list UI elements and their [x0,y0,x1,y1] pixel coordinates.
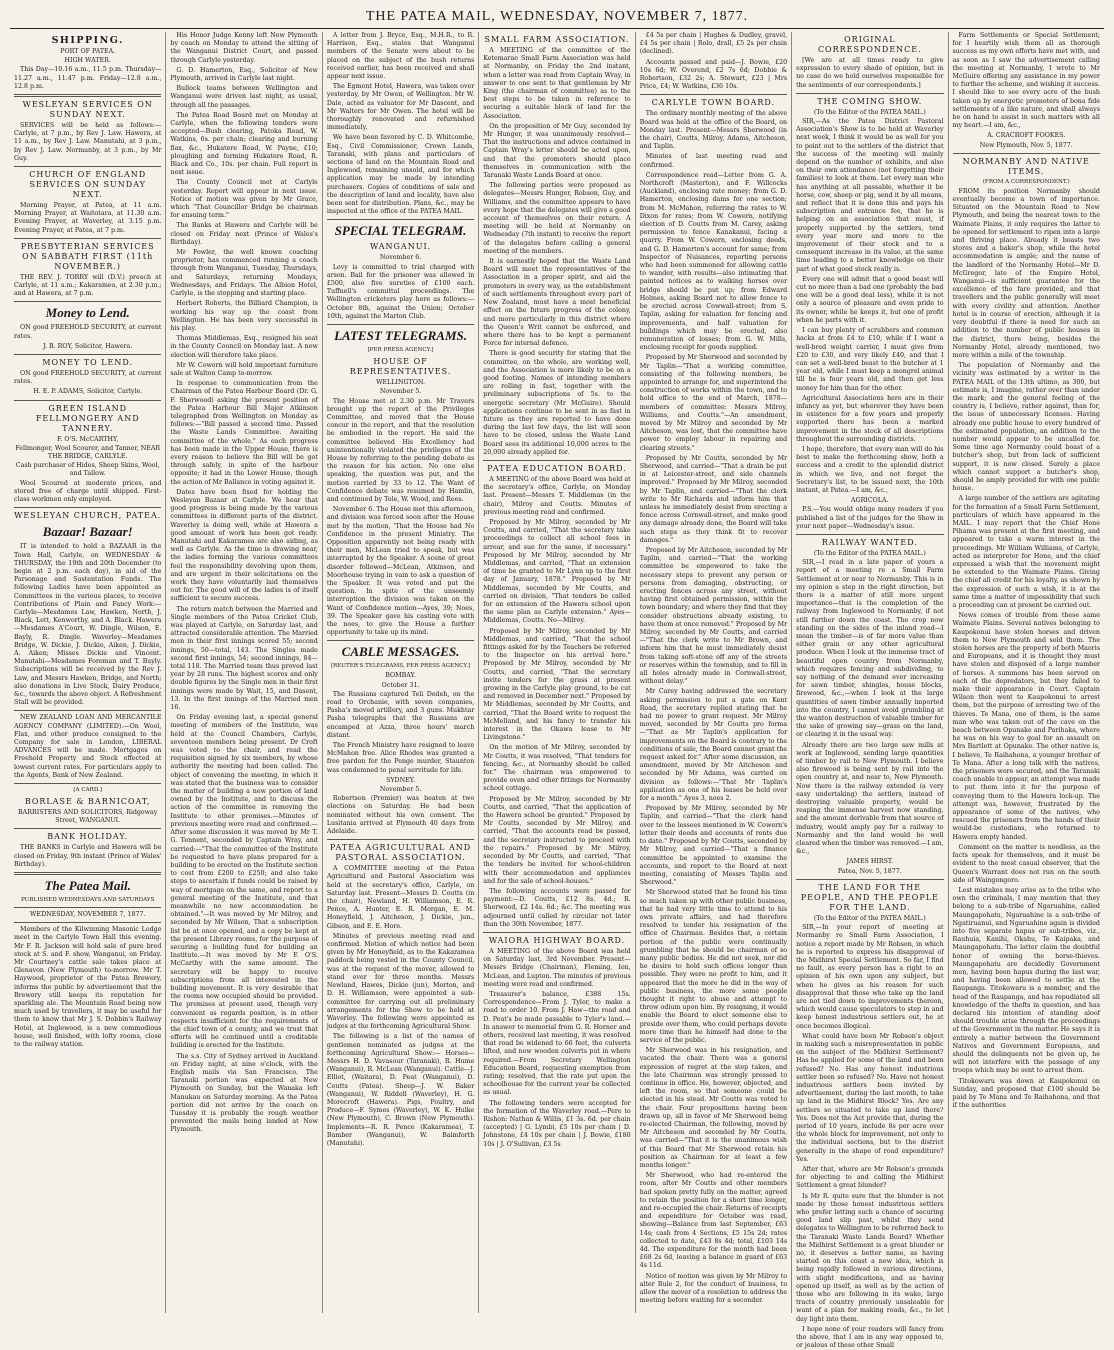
high-water-heading: HIGH WATER. [64,57,111,65]
paragraph: Mr Sherwood, who had re-entered the room, after Mr Coutts and other members had spoken pretty fully on the matter, agreed to retain the position for a short time longer, and re-occupied the chair. Returns of receipts and expenditure for October was read, showing—Balance from last September, £63 14s; cash from 4 Sections, £5 15s 2d; rates collected to date, £43 8s 4d; total, £103 14s 4d. The expenditure for the month had been £68 2s 6d, leaving a balance in guard of £63 4s 11d. [639,1172,788,1270]
divider [14,238,161,239]
railway-heading: RAILWAY WANTED. [821,537,918,547]
divider [327,640,474,641]
barristers-text: BARRISTERS AND SOLICITORS, Ridgeway Street, WANGANUI. [18,808,158,825]
paragraph: Herbert Roberts, the Billiard Champion, is working his way up the coast from Wellington. He has been very successful in his play. [170,300,318,332]
paragraph: Proposed by Mr Milroy, seconded by Mr Middlemas, and carried, "That the school fittings asked for by the Teachers be referred to the Inspector on his arrival here." Proposed by Mr Milroy, seconded by Mr Coutts, and carried, "That the secretary invite tenders for the grass at present growing in the Carlyle play ground, to be cut and removed in December next." Proposed by Mr Middlemas, seconded by Mr Coutts, and carried, "That the Board write to request the McMelland, and his fancy to transfer his interest in the Okawa lease to Mr Livingstone." [483,627,631,742]
paragraph: The ordinary monthly meeting of the above Board was held at the office of the Board, on Monday last. Present—Messrs Sherwood (in the chair), Coutts, Milroy, Adams, Aitcheson, and Taplin. [639,110,788,151]
tides: This Day—10.16 a.m., 11.5 p.m. Thursday—11.27 a.m., 11.47 p.m. Friday—12.8 a.m., 12.8 p.m. [14,66,162,90]
paragraph: Accounts passed and paid—J. Bowie, £20 10s 6d; W. Overend, £2 7s 6d; Dobbie & Robertson, £32 2s; A. Stewart, £23 | Mrs Price, £4; W. Watkins, £36 10s. [639,58,788,91]
paragraph: A MEETING of the above Board was held on Saturday last, 3rd November. Present—Messrs Bridge (Chairman), Fleming, Ion, McLean, and Lupton. The minutes of previous meeting were read and confirmed. [483,947,631,988]
paper-title: The Patea Mail. [44,878,131,893]
paragraph: The Russians captured Teli Dedeh, on the road to Orchanie, with seven companies, Pasha's moved artillery, and 3 guns. Mukhtar Pasha telegraphs that the Russians are encamped at Azza, three hours' march distant. [326,690,475,739]
column-1 [10,32,166,1313]
paragraph: The Patea Road Board met on Monday at Carlyle, when the following tenders were accepted—Bush clearing, Patoka Road, W. Watkins, 6s. per chain; clearing and burning flax, &c., Hukatere Road, W. Payne, £10; ploughing and forming Hukatere Road, R. Black and Co., 10s. per chain. Full report in next issue. [170,111,318,177]
agri-heading: PATEA AGRICULTURAL AND PASTORAL ASSOCIATION. [329,843,472,863]
paragraph: SIR,—In your report of meeting at Normanby re Small Farm Association, I notice a report made by Mr Robson, in which he is reported to express his disapproval of the Midhirst Special Settlement. So far, I find no fault, as every person has a right to an opinion of his own upon any subject, but when he gives as his reason for such disapproval that those who take up the land are not tied down to improvements thereon, which would cause speculators to step in and keep honest industrious settlers out, he at once becomes illogical. [796,924,944,1030]
card-label: [A CARD.] [73,786,103,793]
port-heading: PORT OF PATEA. [60,48,116,55]
paragraph: A large number of the settlers are agitating for the formation of a Small Farm Settlement, particulars of which have appeared in the MAIL. I may report that the Chief Hone Pihama was present at the first meeting, and appeared to take a warm interest in the proceedings. Mr William Williams, of Carlyle, acted as interpreter for Hone, and the chief expressed a wish that the movement might be extended to the Waimate Plains. Giving the chief all credit for his loyalty, as shown by the expression of such a wish, it is at the same time a matter of impossibility that such a proceeding can at present be carried out. [952,495,1100,609]
divider [953,153,1100,154]
paragraph: Mr W. Cowern will hold important furniture sale at Walton Camp to-morrow. [170,361,318,377]
to-editor: (To the Editor of the PATEA MAIL.) [813,108,926,116]
divider [483,932,630,933]
column-3 [323,32,479,1313]
local-news: Members of the Kilwinning Masonic Lodge meet in the Carlyle Town Hall this evening. Mr F. R. Jackson will hold sale of pure bred stock at S. and F. show, Wanganui, on Friday. Mr Courtney's cattle sale takes place at Glenavon (New Plymouth) to-morrow. Mr T. Haywood, proprietor of the Patea Brewery, informs the public by advertisement that the Brewery still keeps its reputation for sparkling ale. The Mountain Road being now much used by travellers, it may be useful for them to know that Mr J. S. Dobbin's Railway Hotel, at Inglewood, is a new commodious house, well finished, with lofty rooms, close to the railway station. [14,926,162,1049]
wanganui-heading: WANGANUI. [369,242,432,252]
paragraph: Minutes of previous meeting read and confirmed. Motion of which notice had been given by Mr Honeyfield, as to the Kakaramea paddock being vested in the County Council, was at the request of the mover, allowed to stand over for three months. Messrs Newland, Hawes, Dickie (jun), Morton, and D. H. Williamson, were appointed a sub-committee for carrying out all preliminary arrangements for the Show to be held at Waverley. The following were appointed as judges at the forthcoming Agricultural Show. [326,932,475,1031]
paragraph: G. D. Hamerton, Esq., Solicitor of New Plymouth, arrived in Carlyle last night. [170,66,318,83]
bombay-date: October 31. [381,681,420,689]
fookes-date: New Plymouth, Nov. 5, 1877. [979,141,1073,149]
paragraph: Is Mr R. quite sure that the blunder is not made by those honest industrious settlers who prefer letting such a chance of securing good land slip past, whilst they send delegates to Wellington to be referred back to the Taranaki Waste Lands Board? Whether the Midhirst Settlement is a great blunder or no, it deserves a better name, as having started on this coast a new idea, which is being rapidly followed in various directions, with slight modifications, and as having opened up itself, as well as by the action of those who are following in its wake, large tracts of country previously unsaleable for want of a plan for making roads, &c., to let day light into them. [796,1192,944,1323]
divider [14,94,161,97]
columns [10,32,1104,1350]
presby-text: THE REV. J. TORRY will (D.V.) preach at Carlyle, at 11 a.m.; Kakaramea, at 2.30 p.m.; and at Hawera, at 7 p.m. [14,273,162,298]
paragraph: Every one will admit that a good beast will cut no more than a bad one (probably the bad one will be a good deal less), while it is not only a source of pleasure and even pride to its owner, while he keeps it, but one of profit when he parts with it. [796,275,944,324]
paragraph: Proposed by Mr Milroy, seconded by Mr Coutts, and carried, "That the application of the Hawera school be granted." Proposed by Mr Coutts, seconded by Mr Milroy, and carried, "That the accounts read be passed, and the secretary instructed to proceed with the repairs." Proposed by Mr Milroy, seconded by Mr Coutts, and carried, "That the tenders be invited for school-children with their accommodation and appliances and for the sale of school-houses." [483,795,631,885]
divider [14,710,161,711]
divider [640,94,787,95]
correspondent-line: (FROM A CORRESPONDENT.) [982,178,1070,185]
masthead: THE PATEA MAIL, WEDNESDAY, NOVEMBER 7, 1877. [10,6,1104,29]
paragraph: The French Ministry have resigned to leave McMahon free. Alice Rhodes was granted a free pardon for the Penge murder, Staunton was condemned to penal servitude for life. [326,742,475,774]
paragraph: SIR,—As the Patea District Pastoral Association's Show is to be held at Waverley next week, I think it would be as well for you to point out to the settlers of the district that the success of the meeting will mainly depend on the number of exhibits, and also on their own attendance (not forgetting their families) to look at them. Let every man who has anything at all passable, whether it be horse, cow, sheep or pig, send it by all means, and reflect that it is done this and pays his subscription and entrance fee, that he is helping on an association that must, if properly supported by the settlers, tend every year more and more to the improvement of their stock and to a consequent increase in its value, at the same time leading to a better knowledge on their part of what good stock really is. [796,118,944,273]
paragraph: Bullock teams between Wellington and Wanganui were driven last night, as usual, through all the passages. [170,85,318,109]
reuters-line: [REUTER'S TELEGRAMS, PER PRESS AGENCY.] [330,663,471,670]
paragraph: Titokowaru was down at Kaupokonui on Sunday, and proposed that £100 should be paid by Te Mana and Te Raihahona, and that if the authorities [952,1077,1100,1110]
divider [14,828,161,829]
normanby-heading: NORMANBY AND NATIVE ITEMS. [962,156,1090,176]
bazaar-text: IT is intended to hold a BAZAAR in the Town Hall, Carlyle, on WEDNESDAY & THURSDAY, the 19th and 20th December (to begin at 2 p.m. each day), in aid of the Parsonage and Sustentation Funds. The following Ladies have been appointed as Committees in the various places, to receive Contributions of Plain and Fancy Work:— Carlyle—Mesdames Law, Hawken, North, J. Black, Lett, Kenworthy, and A. Black. Hawera—Mesdames A'Court, W. Dingle, Wilson, E. Bayly, R. Dingle. Waverley—Mesdames Bridge, W. Dickie, J. Dickie, Aiken, J. Dickie, A. Aiken; Misses Dickie and Vincent. Manutahi—Mesdames Foreman and T. Bayly. Subscriptions will be received by the Rev J. Law, and Messrs Hawken, Bridge, and North; also donations in Live Stock, Dairy Produce, &c., towards the above object. A Refreshment Stall will be provided. [14,543,162,707]
paragraph: On the proposition of Mr Guy, seconded by Mr Hunger, it was unanimously resolved—That the instructions and advice contained in Captain Wray's letter should be acted upon, and that the promoters should place themselves in communication with the Taranaki Waste Lands Board at once. [483,122,631,180]
paragraph: Correspondence read—Letter from G. A. Northcroft (Masterton), and F. Willcocks (Auckland), enclosing rate money; from G. D. Hamerton, enclosing dams for one section; from M. McMahon, referring the rates to W. Dixon for rates; from W. Cowern, notifying election of D. Coutts from M. Carey, asking permission to fence Kanakanui, facing a quarry. From W. Cowern, enclosing deeds, and G. D. Hamerton's account for same; from Inspector of Nuisances, reporting persons who had been summoned for allowing cattle to wander, with results—also intimating that painted notices as to walking horses over bridge should be put up; from Edward Holmes, asking Board not to allow fence to be erected across Cowwall-street; from S. Taplin, asking for valuation for fencing and improvements, and half valuation for buildings which may be erected, also remuneration of losses; from G. W. Mills, enclosing receipt for goods supplied. [639,171,788,352]
divider [796,879,943,880]
paragraph: Thomas Middlemas, Esq., resigned his seat in the County Council on Monday last. A new election will therefore take place. [170,335,318,359]
divider [327,324,474,325]
nz-loan-text: NEW ZEALAND LOAN AND MERCANTILE AGENCY COMPANY (LIMITED).—On Wool, Flax, and other produce consigned to the Company for sale in London, LIBERAL ADVANCES will be made. Mortgages on Freehold Property and Stock effected at lowest current rates. For particulars apply to the Agents, Bank of New Zealand. [14,714,162,779]
to-editor: (To the Editor of the PATEA MAIL.) [813,914,926,922]
sydney-heading: SYDNEY. [386,776,416,784]
divider [483,460,630,461]
divider [14,507,161,508]
divider [327,219,474,220]
paragraph: A MEETING of the above Board was held at the secretary's office, Carlyle, on Monday last. Present—Messrs T. Middlemas (in the chair), Milroy and Coutts. Minutes of previous meeting read and confirmed. [483,475,631,516]
paragraph: We have been favored by C. D. Whitcombe, Esq., Civil Commissioner, Crown Lands, Taranaki, with plans and particulars of sections of land on the Mountain Road and Inglewood, remaining unsold, and for which application may be made by intending purchasers. Copies of conditions of sale and the description of land and locality, have also been sent for distribution. Plans, &c., may be inspected at the office of the PATEA MAIL. [326,134,475,216]
paragraph: The following tenders were accepted for the formation of the Waverley road.—Pere to Rishon: Nathan & Willis, £1 3s. 6d. per chain (accepted) | G. Lymbi, £5 10s per chain | D. Johnstone, £4 10s per chain | J. Bowie, £180 10s | J. O'Sullivan, £3 5s [483,1099,631,1148]
paragraph: Dates have been fixed for holding the Wesleyan Bazaar at Carlyle. We hear that good progress is being made by the various committees in different parts of the district. Waverley is doing well, while at Hawera a good amount of work has been got ready. Manutahi and Kakaramea are also aiding, as well as Carlyle. As the time is drawing near, the ladies forming the various committees feel the responsibility devolving upon them, and are urgent in their solicitations on the work they have voluntarily laid themselves out for. The good will of the ladies is of itself sufficient to secure success. [170,488,318,603]
paragraph: Mr Fowler, the well known coaching proprietor, has commenced running a coach through from Wanganui, Tuesday, Thursdays, and Saturdays, returning Mondays, Wednesdays, and Fridays. The Albion Hotel, Carlyle, is the stopping and starting place. [170,249,318,298]
to-editor: (To the Editor of the PATEA MAIL.) [813,549,926,557]
divider [14,301,161,302]
paragraph: SIR,—I read in a late paper of yours a report of a meeting re a Small Farm Settlement at or near to Normanby. This is in my opinion a step in the right direction, but there is a matter of still more urgent importance—that is the completion of the railway from Inglewood to Normanby, if not still further down the coast. The crop now standing on the sides of the inland road—I mean the timber—is of far more value than either grain or any other agricultural produce. When I look at the immense tract of beautiful open country from Normanby, which requires fencing and subdividing, to say nothing of the demand ever increasing for sawn timber, shingles, house blocks, firewood, &c.,—when I look at the large quantities of sawn timber annually imported into the country, I cannot avoid grumbling at the wanton destruction of valuable timber for the sake of growing say—grass on the land, or clearing it in the usual way. [796,559,944,739]
paragraph: On the motion of Mr Milroy, seconded by Mr Coutts, it was resolved, "That tenders for fencing, &c., at Normanby should be called for." The chairman was empowered to provide oven and other fittings for Normanby school cottage. [483,744,631,793]
paragraph: Comment on the matter is needless, as the facts speak for themselves, and it must be evident to the most casual observer, that the Queen's Warrant does not run on the south side of Waingongoro. [952,843,1100,884]
column-4 [479,32,635,1313]
divider [327,839,474,840]
paragraph: The following is a list of the names of gentlemen nominated as judges at the forthcoming Agricultural Show:— Horses—Messrs H. D. Vavasour (Taranaki), R. Hume (Wanganui), R. McLean (Wanganui). Cattle—J. Elliot, (Waitara), D. Peat (Wanganui), D. Coutts (Patea). Sheep—J. W. Baker (Wanganui), W. Riddell (Waverley), H. G. Morecroft (Hawera). Pigs, Poultry, and Produce—F. Symes (Waverley), W. K. Hulke (New Plymouth), C. Brown (New Plymouth). Implements—R. R. Pence (Kakaramea), T. Bamber (Wanganui), W. Balmforth (Manutahi). [326,1033,475,1147]
divider [14,354,161,355]
green-island-heading: GREEN ISLAND FELLMONGERY AND TANNERY. [35,403,140,433]
paragraph: There is good security for stating that the committee, on the whole, are working well, and the Association is more likely to be on a good footing. Names of intending members are rolling in fast, together with the preliminary subscriptions of 5s. to the energetic secretary (Mr McGuire). Should applications continue to be sent in as fast in future as they are reported to have done during the last few days, the list will soon have to be closed, unless the Waste Land Board sees its additional 10,000 acres to the 20,000 already applied for. [483,350,631,456]
paragraph: Levy is committed to trial charged with arson. Bail for the prisoner was allowed in £500, also five sureties of £100 each. Tuffnell's committal proceedings. The Wellington cricketers play here as follows:—October 8th, against the Union; October 10th, against the Marton Club. [326,263,475,320]
paragraph: The population of Normanby and the vicinity was estimated by a writer in the PATEA MAIL of the 13th ultimo, as 300, but estimate is, I imagine, rather over than under the mark; and the general feeling of the country is, I believe, rather against, than for, the issue of unnecessary licenses. Having already one public house to every hundred of the estimated population, an addition to the number would appear to be uncalled for. Some time ago Normanby could boast of a butcher's shop, but from lack of sufficient support, it is now closed. Surely a place which cannot support a butcher's shop, should be amply provided for with one public house. [952,362,1100,493]
money2-text: ON good FREEHOLD SECURITY, at current rates. [14,370,162,386]
sydney-date: November 5. [379,786,422,794]
services: SERVICES will be held as follows:— Carlyle, at 7 p.m., by Rev J. Law. Hawera, at 11 a.m., by Rev J. Law. Manutahi, at 3 p.m., by Rev J. Law. Normanby, at 3 p.m., by Mr Guy. [14,122,162,162]
wellington-heading: WELLINGTON. [376,379,426,387]
carlyle-heading: CARLYLE TOWN BOARD. [651,98,776,108]
paragraph: The County Council met at Carlyle yesterday. Report will appear in next issue. Notice of motion was given by Mr Grace, which "That Councillor Bridge be chairman for ensuing term." [170,179,318,220]
money-text: ON good FREEHOLD SECURITY, at current rates. [14,324,162,340]
church-heading: CHURCH OF ENGLAND SERVICES ON SUNDAY NEXT. [29,170,147,200]
paragraph: November 6. The House met this afternoon, and division was forced soon after the House met by the motion, 'That the House had No Confidence in the present Ministry. The Opposition apparently not being ready with their men, McLean tried to speak, but was interrupted by the Speaker. A scene of great disorder followed—McLean, Atkinson, and Moorhouse trying in vain to ask a question of the Speaker. It was voted and put the question. In spite of the unseemly interruption the division was taken on the Want of Confidence motion—Ayes, 39; Noes, 39. The Speaker gave his casting vote with the noes, to give the House a further opportunity to take up its mind. [326,506,475,637]
paragraph: The Egmont Hotel, Hawera, was taken over yesterday, by Mr Owen, of Wellington. Mr W. Dale, acted as valuator for Mr Dascent, and Mr Walters for Mr Owen. The hotel will be thoroughly renovated and refurnished immediately. [326,83,475,132]
paragraph: Proposed by Mr Aitcheson, seconded by Mr Taplin, and carried—"That the working committee be empowered to take the necessary steps to prevent any person or persons from damaging, obstructing, or erecting fences across any street, without having first obtained permission, within the town boundary; and where they find that they consider obstructions already existing, to have them at once removed." Proposed by Mr Milroy, seconded by Mr Coutts, and carried—"That the clerk write to Mr Brown, and inform him that he must immediately desist from taking soft-stone off any of the streets or reserves within the township, and to fill in all holes already made in Cornwall-street, without delay." [639,546,788,686]
paragraph: Lest mistakes may arise as to the tribe who own the criminals, I may mention that they belong to a sub-tribe of Ngaruahine, called Maungapohatu, Ngaruahine is a sub-tribe of Ngatiruanui, and Ngaruahine again is divided into five separate hapus or sub-tribes, viz., Rauhuia, Kanihi, Okahu, Te Kaipaka, and Maungapohatu. The latter claim the doubtful honor of owning the horse-thieves. Maungapohatu are decidedly Government men, having been hapus during the last war, and having been allowed to settle at the Raupanga. Titokowaru is a member, and the head of the Raupanga, and has repudiated all knowledge of the thefts in question, and has declared his intention of standing aloof should trouble arise through the proceedings of the Government in the matter. He says it is entirely a matter between the Government Natives and Government Europeans, and should the delinquents not be given up, he will not interfere with the passage of any troops which may be sent to arrest them. [952,886,1100,1075]
divider [14,166,161,167]
paragraph: News comes of trouble from these same Waimate Plains. Several natives belonging to Kaupokonui have stolen horses and driven them to New Plymouth and sold them. The stolen horses are the property of both Maoris and Europeans, and it is thought they must have stolen and disposed of a large number of horses. A summons has been served on each of the depredators, but they failed to make their appearance in Court. Captain Wilson then went to Kaupokonui to arrest them, but the purpose of arresting two of the thieves. Te Mana, one of them, is the same man who was taken out of the cave on the beach between Opunake and Parihaka, where he was on his way to goal for an assault on Mrs Bartlett at Opunake. The other native is, I believe, Te Raihahona, a younger brother of Te Mana. After a long talk with the natives, the prisoners were secured, and the Taranaki coach unable to appear, an attempt was made to put them into it for the purpose of conveying them to the Hawera lock-up. The attempt was, however, frustrated by the appearance of some of the natives, who rescued the prisoners from the hands of their would-be custodians, who returned to Hawera empty handed. [952,612,1100,841]
paragraph: His Honor Judge Kenny left New Plymouth by coach on Monday to attend the sitting of the Wanganui District Court, and passed through Carlyle yesterday. [170,32,318,64]
coming-show-heading: THE COMING SHOW. [817,96,923,106]
divider [796,93,943,94]
money-heading: Money to Lend. [45,305,130,321]
paragraph: Mr Carey having addressed the secretary asking permission to put a gate on Kent Road, the secretary replied stating that he had no power to grant request. Mr Milroy moved, seconded by Mr Coutts pro forma—"That as Mr Taplin's application for improvements on the Board is contrary to the conditions of sale, the Board cannot grant the request asked for." After some discussion, an amendment, moved by Mr Aitcheson and seconded by Mr Adams, was carried on division as follows:—"That Mr Taplin's application as one of his leases be held over for a month." Ayes 3, noes 2. [639,688,788,803]
divider [14,907,161,908]
education-heading: PATEA EDUCATION BOARD. [487,463,627,473]
paragraph: After that, where are Mr Robson's grounds for objecting to and calling the Midhirst Settlement a great blunder? [796,1165,944,1190]
paragraph: Agricultural Associations here are in their infancy as yet, but wherever they have been in existence for a few years and properly supported there has been a marked improvement in the stock of all descriptions throughout the surrounding districts. [796,394,944,443]
orig-corr-heading: ORIGINAL CORRESPONDENCE. [817,35,922,54]
small-farm-heading: SMALL FARM ASSOCIATION. [484,35,630,44]
column-5 [636,32,792,1313]
latest-telegrams-heading: LATEST TELEGRAMS. [334,328,468,344]
bank-heading: BANK HOLIDAY. [47,832,129,842]
paragraph: The following accounts were passed for payment:—D. Coutts, £12 8s. 4d.; R. Sherwood, £2 14s. 6d.; &c. The meeting was adjourned until called by circular not later than the 30th November, 1877. [483,887,631,928]
signature-fookes: A. CRACROFT FOOKES. [987,132,1066,140]
paragraph: I can buy plenty of scrubbers and common hacks at from £4 to £10, while if I want a well-bred weight carrier, I must give from £20 to £30, and very likely £40, and that I can set a well-bred beast to the butcher at 1 year old, while I must keep a mongrel animal till he is four years old, and then get less money for him than for the other. [796,327,944,392]
signature-hirst: JAMES HIRST. [846,858,894,866]
paragraph: P.S.—You would oblige many readers if you published a list of the judges for the Show in your next paper—Wednesday's issue. [796,506,944,530]
press-agency: [PER PRESS AGENCY.] [367,347,434,354]
mccarthy-text: Fellmonger, Wool Scourer, and Tanner, NEAR THE BRIDGE, CARLYLE. [15,444,161,461]
church-text: Morning Prayer, at Patea, at 11 a.m. Morning Prayer, at Waitotara, at 11.30 a.m. Evening Prayer, at Waverley, at 3.15 p.m. Evening Prayer, at Patea, at 7 p.m. [14,202,162,234]
cash-text: Cash purchaser of Hides, Sheep Skins, Wool, and Tallow. [15,462,160,478]
paragraph: Already there are two large saw mills at work at Inglewood, sending large quantities of timber by rail to New Plymouth. I believe also firewood is being sent by rail into the open country at, and near to, New Plymouth. Now there is the railway extended (a very easy undertaking) the settlers, instead of destroying valuable property, would be reaping the immense harvest now standing, and the amount derivable from that source of industry, would amply pay for a railway to Normanby and the land would be well cleared when the timber was removed.—I am, &c., [796,741,944,856]
wesleyan-heading: WESLEYAN SERVICES ON SUNDAY NEXT. [22,100,153,120]
adams-signature: H. E. P. ADAMS, Solicitor, Carlyle. [33,388,143,396]
divider [14,872,161,875]
column-7 [949,32,1104,1313]
special-telegram-heading: SPECIAL TELEGRAM. [334,223,467,239]
divider [14,400,161,401]
issue-date: WEDNESDAY, NOVEMBER 7, 1877. [30,911,146,918]
divider [796,534,943,535]
paragraph: Proposed by Mr Sherwood and seconded by Mr Taplin—"That a working committee, consisting of the following members, be appointed to arrange for, and superintend the construction of works within the town, and to hold office to the end of March, 1878—members of committee: Messrs Milroy, Williams, and Coutts."—An amendment, moved by Mr Milroy and seconded by Mr Aitcheson, was lost, that the committee have power to employ labour in repairing and clearing streets." [639,354,788,452]
hirst-date: Patea, Nov. 5, 1877. [837,867,902,875]
paragraph: Notice of motion was given by Mr Milroy to alter Rule 2, for the conduct of business, to allow the mover of a resolution to address the meeting before waiting for a seconder. [639,1272,788,1305]
paragraph: A MEETING of the committee of the Ketemarae Small Farm Association was held at Normanby, on Friday the 2nd instant, when a letter was read from Captain Wray, in answer to one sent to that gentleman by Mr King (the chairman of committee) as to the best steps to be taken in reference to securing a suitable block of land for the Association. [483,47,631,120]
paragraph: Proposed by Mr Coutts, seconded by Mr Sherwood, and carried—"That a drain be put in at Leicester-street, and side channels improved." Proposed by Mr Milroy, seconded by Mr Taplin, and carried—"That the clerk write to Mr Richards and inform him that unless he immediately desist from erecting a fence across Cornwall-street, and make good any damage already done, the Board will take such steps as they think fit to recover damages." [639,454,788,544]
waiora-heading: WAIORA HIGHWAY BOARD. [488,935,626,945]
paragraph: Proposed by Mr Milroy, seconded by Mr Coutts, and carried, "That the secretary take proceedings to collect all school fees in arrear, and sue for the same, if necessary." Proposed by Mr Milroy, seconded by Mr Middlemas, and carried, "That an extension of time be granted to Mr Lynn up to the first day of January, 1878." Proposed by Mr Middlemas, seconded by Mr Coutts, and carried on division, "That tenders be called for an extension of the Hawera school upon the same plan as Carlyle extension." Ayes—Middlemas, Coutts. No—Milroy. [483,518,631,625]
paragraph: The s.s. City of Sydney arrived in Auckland on Friday night, at nine o'clock, with the English mails via San Francisco. The Taranaki portion was expected at New Plymouth on Sunday, but the Wanaka left Manukau on Saturday morning. As the Patea portion did not arrive by the coach on Tuesday it is probably the rough weather prevented the mails being landed at New Plymouth. [170,1052,318,1134]
published-line: PUBLISHED WEDNESDAYS AND SATURDAYS [20,897,155,903]
paragraph: A COMMITTEE meeting of the Patea Agricultural and Pastoral Association was held at the secretary's office, Carlyle, on Saturday last. Present—Messrs D. Coutts (in the chair), Newland, H. Williamson, E. R. Pence, A. Hunter, E. R. Morgan, E. M. Honeyfield, J. Aitcheson, J. Dickie, jun., Gibson, and E. E. Hore. [326,865,475,930]
paragraph: It is earnestly hoped that the Waste Land Board will meet the representatives of the Association in a proper spirit, and aid the promoters in every way, as the establishment of such settlements throughout every part of New Zealand, must have a most beneficial effect on the future progress of the colony, and more particularly in this district where the Queen's Writ cannot be enforced, and where there has to be kept a permanent Force for internal defence. [483,258,631,348]
paragraph: Treasurer's balance, £388 15s. Correspondence—From J. Tyler, to make a road to order 10. From J. Haw—the road and D. Peat's be made passable to Tyler's land.—In answer to memorial from G. R. Horner and others, received last meeting, it was resolved that road be widened to 66 feet, the culverts lifted, and new wooden culverts put in where required.—From Secretary Wellington Education Board, requesting exemption from rating; resolved, that the rate put upon the schoolhouse for the current year be collected as usual. [483,990,631,1097]
paragraph: I hope, therefore, that every man will do his best to make the forthcoming show, both a success and a credit to the splendid district in which we live, and not forget the Secretary's list, to be issued next, the 10th instant, at Patea.—I am, &c., [796,445,944,494]
paragraph: The Banks at Hawera and Carlyle will be closed on Friday next (Prince of Wales's Birthday). [170,222,318,246]
column-2 [166,32,322,1313]
divider [14,783,161,784]
house-heading: HOUSE OF REPRESENTATIVES. [349,357,452,377]
borlase-heading: BORLASE & BARNICOAT, [24,796,151,806]
wool-text: Wool Scoured at moderate prices, and stored free of charge until shipped. First-class workmen only employed. [14,479,162,504]
paragraph: Proposed by Mr Milroy, seconded by Mr Taplin, and carried—"That the clerk hand over to the lessees mentioned in W. Cowern's letter their deeds and accounts of rents due to date." Proposed by Mr Coutts, seconded by Mr Milroy, and carried—"That a finance committee be appointed to examine the accounts, and report to the Board at next meeting, consisting of Messrs Taplin and Sherwood." [639,805,788,887]
paragraph: Minutes of last meeting read and confirmed. [639,153,788,169]
divider [14,922,161,923]
wes-church-heading: WESLEYAN CHURCH, PATEA. [14,511,162,521]
paragraph: The following parties were proposed as delegates—Messrs Hunger, Robson, Guy, and Williams, and the committee appears to have every hope that the delegates will give a good account of themselves on their return. A meeting will be held at Normanby on Wednesday (7th instant) to receive the report of the delegates before calling a general meeting of the members. [483,182,631,255]
paragraph: Robertson (Premier) was beaten at two elections on Saturday. He had been nominated without his own consent. The Lusitania arrived at Plymouth 40 days from Adelaide. [326,795,475,836]
land-heading: THE LAND FOR THE PEOPLE, AND THE PEOPLE FOR THE LAND. [800,882,939,912]
paragraph: A letter from J. Bryce, Esq., M.H.R., to R. Harrison, Esq., states that Wanganui members of the Senate were about to be placed on the subject of the bush returns received earlier, has been received and shall appear next issue. [326,32,475,81]
paragraph: FROM its position Normanby should eventually become a town of importance. Situated on the Mountain Road to New Plymouth, and being the nearest town to the Waimate Plains, it only requires the latter to be opened for settlement to ripen into a large and thriving place. Already it boasts two stores and a baker's shop, while the hotel accommodation is ample; and the name of the landlord of the Normanby Hotel—Mr D. McGregor, late of the Empire Hotel, Wanganui—is sufficient guarantee for the excellence of the fare provided, and that travellers and the public generally will meet with every civility and attention. Another hotel is in course of erection, although it is very doubtful if there is need for such an addition to the number of public houses in the district, there being, besides the Normanby Hotel, already mentioned, two more within a mile of the township. [952,187,1100,359]
paragraph: The return match between the Married and Single members of the Patea Cricket Club, was played at Carlyle, on Saturday last, and attracted considerable attention. The Married men in their first innings scored 55; second innings, 50—total, 143. The Singles made second first innings, 54; second innings, 84—total 118. The Married team thus proved last year by 28 runs. The highest scores and only double figures by the Single men in their first innings were made by Wait, 15, and Dasent, 13. In the first innings of the Married men 16. [170,605,318,712]
paragraph: I hope none of your readers will fancy from the above, that I am in any way opposed to, or jealous of these other Small [796,1325,944,1350]
bank-text: THE BANKS in Carlyle and Hawera will be closed on Friday, 9th instant (Prince of Wales' Birthday). [14,844,162,868]
bombay-heading: BOMBAY. [385,672,416,680]
wellington-date: November 5. [379,388,422,396]
mccarthy-name: F. O'S. McCARTHY, [57,435,119,443]
presby-heading: PRESBYTERIAN SERVICES ON SABBATH FIRST (11th NOVEMBER.) [20,241,155,271]
paragraph: Farm Settlements or Special Settlement; for I heartily wish them all as thorough success as my own efforts have met with, and as soon as I saw the advertisement calling the meeting at Normanby, I wrote to Mr McGuire offering any assistance in my power to further the scheme, and wishing it success. I should like to see every acre of the bush taken up by energetic promoters of bona fide settlements of a like nature, and shall always be on hand to assist in such matters with all my heart.—I am, &c., [952,32,1100,130]
paragraph: Mr Sherwood stated that he found his time so much taken up with other public business, that he had very little time to attend to his own private affairs, and had therefore resolved to tender his resignation of the office of Chairman. Besides that, a certain portion of the public were continually grumbling that he should be chairman of so many public bodies. He did not seek, nor did he desire to hold such offices longer than possible. They were no profit to him, and it appeared that the more he did in the way of public business, the more some people thought it right to abuse and attempt to throw odium upon him. By resigning, it would enable the Board to elect someone else to preside over them, who could perhaps devote more time than he himself had done to the service of the public. [639,889,788,1044]
wanganui-date: November 6. [379,254,422,262]
cable-heading: CABLE MESSAGES. [341,644,460,660]
money2-heading: MONEY TO LEND. [42,358,134,368]
paragraph: Mr Sherwood was in his resignation, and vacated the chair. There was a general expression of regret at the step taken, and the late Chairman was strongly pressed to continue in office. He, however, objected, and left the room, so that someone could be elected in his stead. Mr Coutts was voted to the chair. Four propositions having been drawn up, all in favor of Mr Sherwood being re-elected Chairman, the following, moved by Mr Aitcheson and seconded by Mr Coutts, was carried—"That it is the unanimous wish of this Board that Mr Sherwood retain his position as Chairman for at least a few months longer." [639,1047,788,1170]
disclaimer: [We are at all times ready to give expression to every shade of opinion, but in no case do we hold ourselves responsible for the sentiments of our correspondents.] [796,57,944,89]
signature-agricola: AGRICOLA. [851,497,889,505]
shipping-heading: SHIPPING. [51,35,124,46]
paragraph: What could have been Mr Robson's object in making such a misrepresentation in public on the subject of the Midhirst Settlement? Has he applied for some of the land and been refused? No. Has any honest industrious settler been so refused? No. Have not honest industrious settlers been invited by advertisement, during the last month, to take up land in the Midhirst Block? Yes. Are any settlers so situated to take up land there? Yes. Does not the Act provide that, during the period of 10 years, include 8s per acre over the whole block for improvement, not only to the individual sections, but to the district generally in the shape of road expenditure? Yes. [796,1032,944,1163]
column-6 [792,32,948,1350]
paragraph: On Friday evening last, a special general meeting of members of the Institute, was held at the Council Chambers, Carlyle, seventeen members being present. Dr Croft was voted to the chair, and read the requisition signed by six members, by whose authority the meeting had been called. The object of convening the meeting, in which it was stated that the business was to consider the matter of building a new portion of land owned by the Institute, and to discuss the action of the committee in removing the Institute to other premises.—Minutes of previous meeting were read and confirmed.—After some discussion it was moved by Mr T. G. Tennent, seconded by Captain Wray, and carried:—"That the committee of the Institute be requested to have plans prepared for a building to be erected on the Institute section to cost from £200 to £250; and also take steps to ascertain if funds could be raised by way of mortgage on the same, and report to a general meeting of the Institute, and that meanwhile no new accommodation be obtained."—It was moved by Mr Milroy, and seconded by Mr Wilson, That a subscription list be at once opened, and a copy be kept at the present Library rooms, for the purpose of securing a building fund for building an Institute.—It was moved by Mr F. O'S. McCarthy with the same amount. The secretary will be happy to receive subscriptions from all interested in the building movement. It is very desirable that the rooms now occupied should be provided. The premises at present used, though very convenient as regards position, is in other respects insufficient for the requirements of the chief town of a county, and we trust that efforts will be continued until a creditable building is erected for the Institute. [170,714,318,1050]
roy-signature: J. B. ROY, Solicitor, Hawera. [43,342,133,350]
paragraph: The House met at 2.30 p.m. Mr Travers brought up the report of the Privileges Committee, and moved that the House concur in the report, and that the resolution be embodied in the report. He said the committee believed His Excellency had unintentionally violated the privileges of the House by referring to the pending debate as the reason for his action. No one else speaking, the question was put, and the motion carried by 33 to 12. The Want of Confidence debate was resumed by Hamlin, and continued by Tole, W. Wood, and Rees. [326,397,475,503]
paragraph: In response to communication from the Chairman of the Patea Harbour Board (Dr. G. F. Sherwood) asking the present position of the Patea Harbour Bill Major Atkinson telegraphed from Wellington on Monday as follows:—"Bill passed a second time. Passed the Waste Lands Committee. Awaiting committee of the whole." As each progress has been made in the Upper House, there is every reason to believe the Bill will be got through safely, in spite of the harbour opposite; it had in the Lower House, though the action of Mr Ballance in voting against it. [170,380,318,486]
bazaar-heading: Bazaar! Bazaar! [42,524,133,540]
paragraph: £4 5s per chain | Hughes & Dudley, gravel, £4 5s per chain | Rolo, drall, £5 2s per chain (declined). [639,32,788,56]
